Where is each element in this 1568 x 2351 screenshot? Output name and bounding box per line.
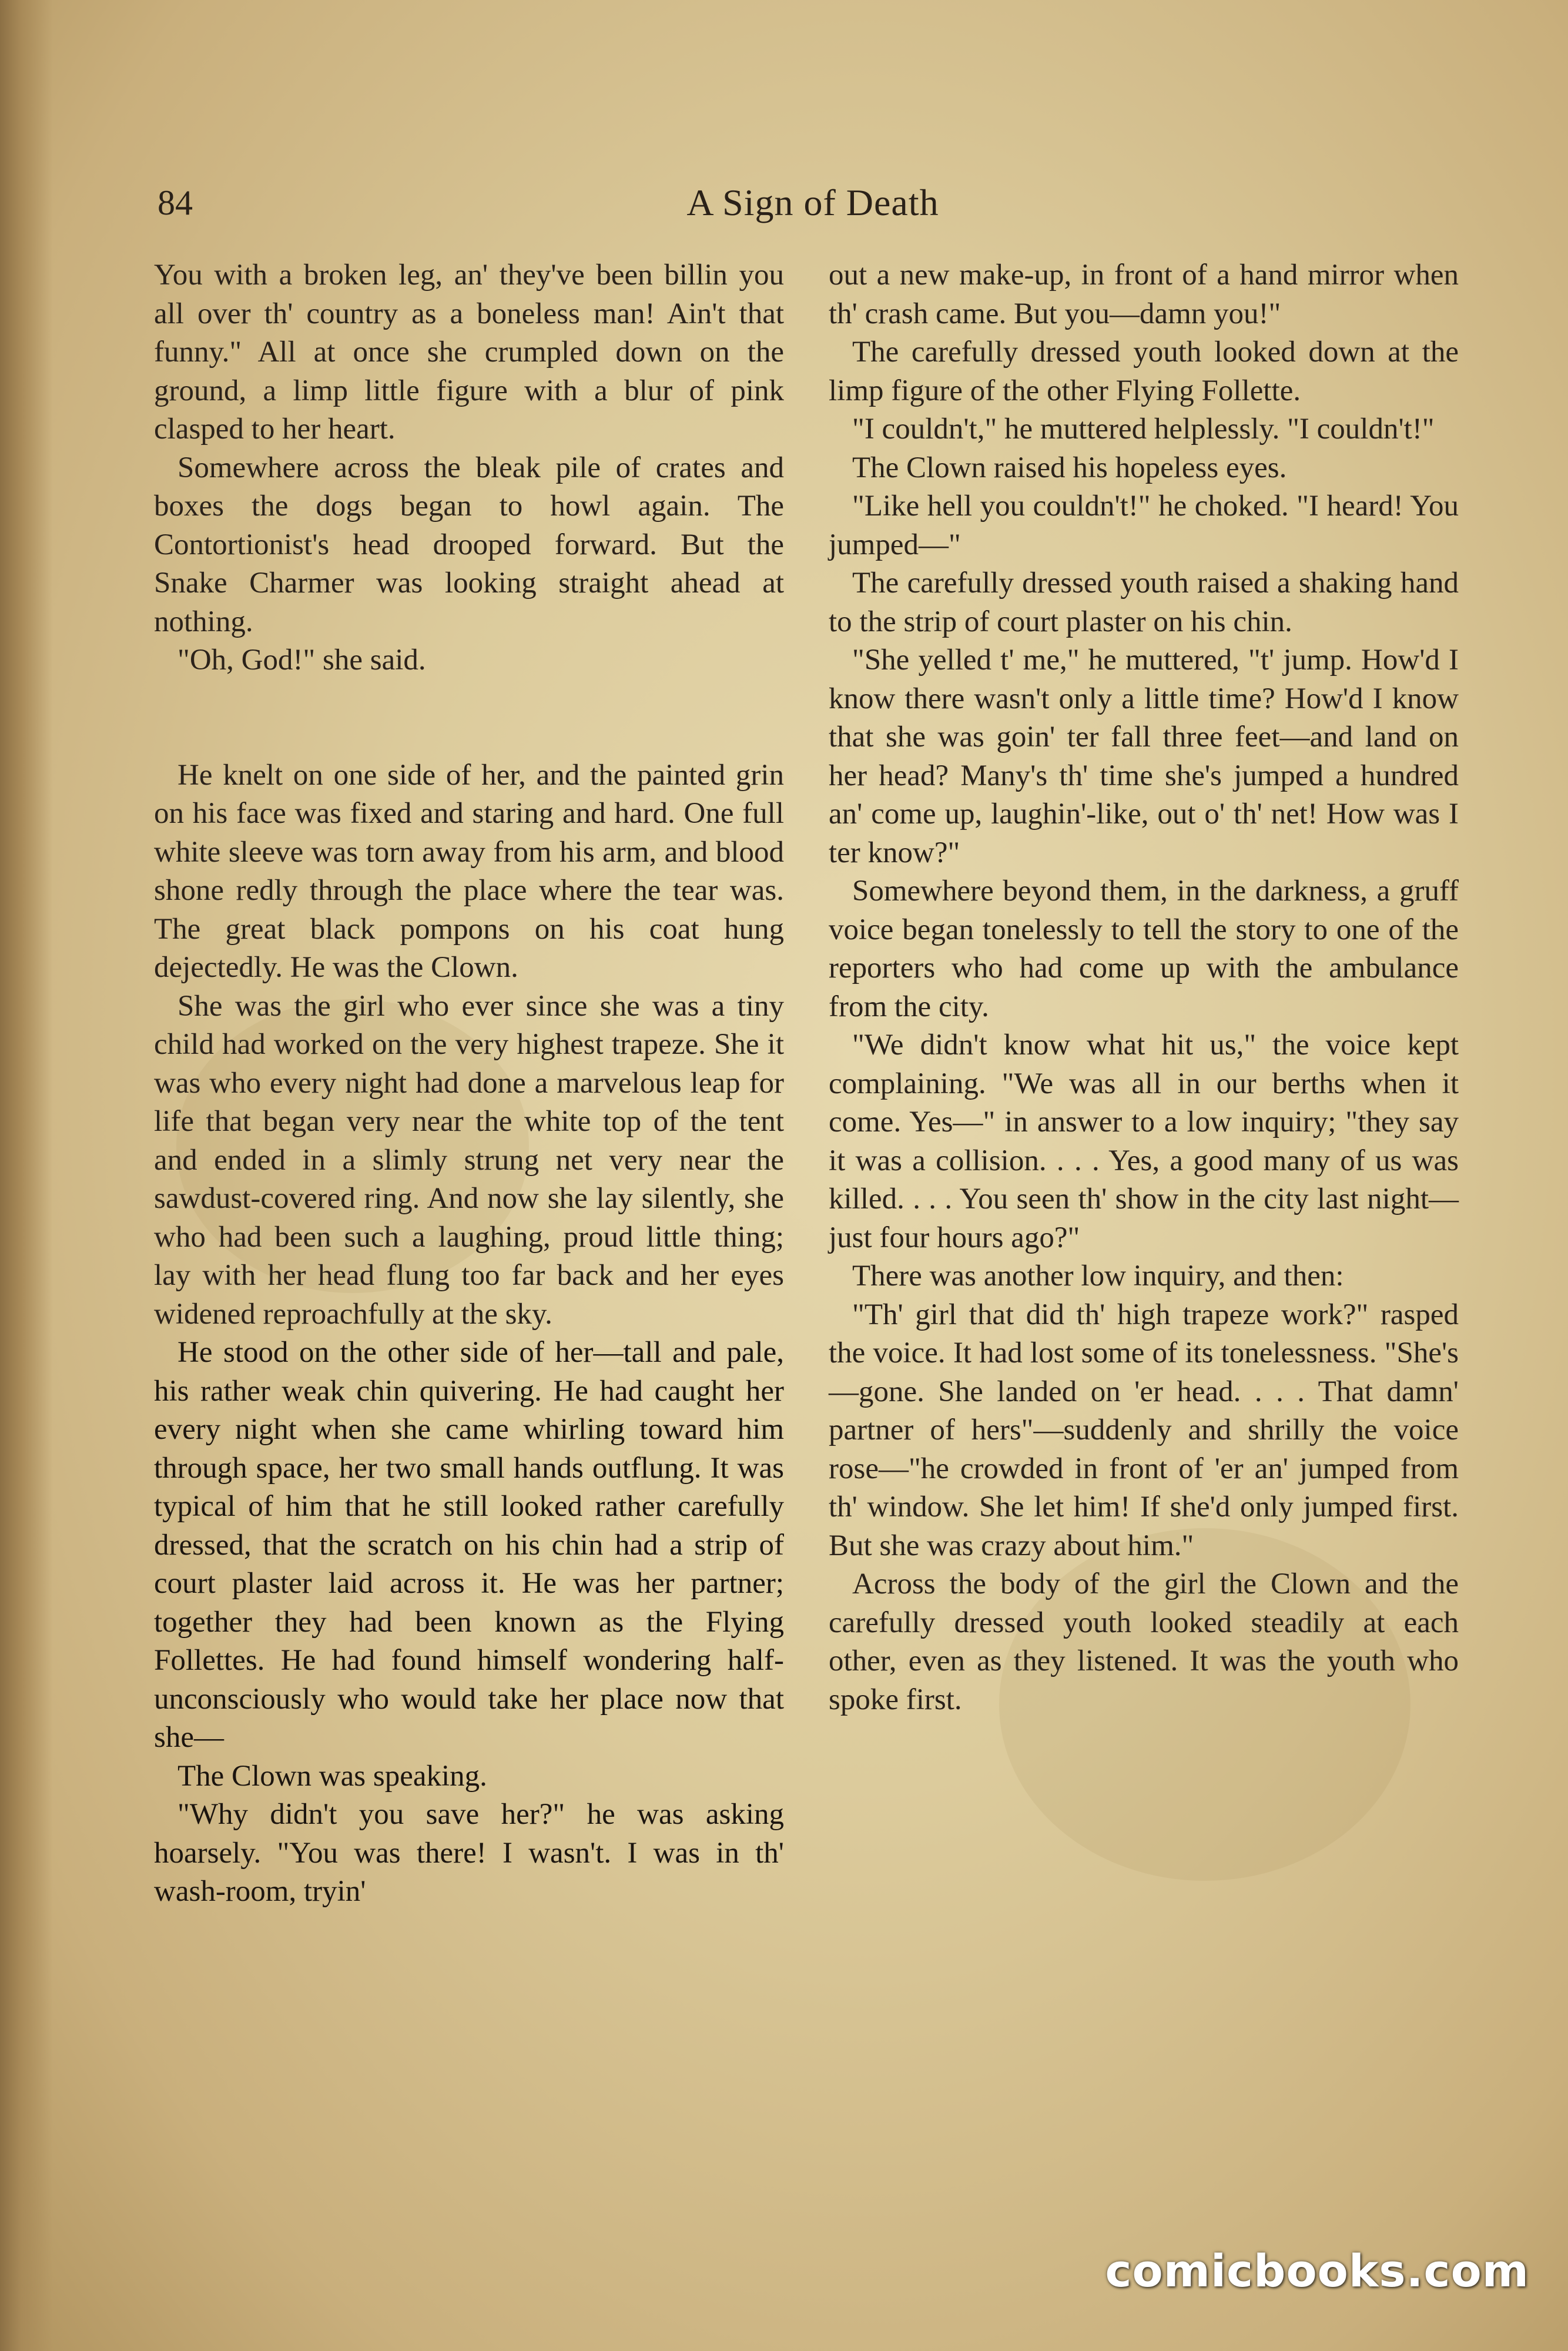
paragraph: The carefully dressed youth looked down at the limp figure of the other Flying Follette. [829,336,1459,407]
page-edge-shadow [0,0,53,2351]
paragraph: He stood on the other side of her—tall and pale, his rather weak chin quivering. He had caught her every night when she came whirling toward him through space, her two small hands outflung. It was typical of him that he still looked rather carefully dressed, that the scratch on his chin had a strip of court plaster laid across it. He was her partner; together they had been known as the Flying Follettes. He had found himself wondering half-unconsciously who would take her place now that she— [154,1336,784,1754]
paragraph: "Why didn't you save her?" he was asking hoarsely. "You was there! I wasn't. I was in th' wash-room, tryin' [154,1798,784,1908]
right-column [829,256,1459,1719]
paragraph: "We didn't know what hit us," the voice kept complaining. "We was all in our berths when it come. Yes—" in answer to a low inquiry; "they say it was a collision. . . . Yes, a good many of us was killed. . . . You seen th' show in the city last night—just four hours ago?" [829,1029,1459,1254]
paragraph: She was the girl who ever since she was a tiny child had worked on the very highest trapeze. She it was who every night had done a marvelous leap for life that began very near the white top of the tent and ended in a slimly strung net very near the sawdust-covered ring. And now she lay silently, she who had been such a laughing, proud little thing; lay with her head flung too far back and her eyes widened reproachfully at the sky. [154,989,784,1331]
paragraph: Somewhere across the bleak pile of crates and boxes the dogs began to howl again. The Contortionist's head drooped forward. But the Snake Charmer was looking straight ahead at nothing. [154,451,784,638]
paragraph: The carefully dressed youth raised a shaking hand to the strip of court plaster on his chin. [829,567,1459,638]
section-break [154,680,784,756]
paragraph: "Th' girl that did th' high trapeze work?" rasped the voice. It had lost some of its tonelessness. "She's—gone. She landed on 'er head. . . . That damn' partner of hers"—suddenly and shrilly the voice rose—"he crowded in front of 'er an' jumped from th' window. She let him! If she'd only jumped first. But she was crazy about him." [829,1298,1459,1562]
paragraph: Across the body of the girl the Clown and the carefully dressed youth looked steadily at each other, even as they listened. It was the youth who spoke first. [829,1568,1459,1716]
paragraph: You with a broken leg, an' they've been billin you all over th' country as a boneless man! Ain't that funny." All at once she crumpled down on the ground, a limp little figure with a blur of pink clasped to her heart. [154,259,784,446]
paragraph: "I couldn't," he muttered helplessly. "I couldn't!" [852,413,1435,446]
paragraph: There was another low inquiry, and then: [852,1260,1344,1292]
paragraph: The Clown raised his hopeless eyes. [852,451,1287,484]
paragraph: "She yelled t' me," he muttered, "t' jump. How'd I know there wasn't only a little time? How'd I know that she was goin' ter fall three feet—and land on her head? Many's th' time she's jumped a hundred an' come up, laughin'-like, out o' th' net! How was I ter know?" [829,644,1459,869]
page-number: 84 [158,183,193,222]
paragraph: "Like hell you couldn't!" he choked. "I heard! You jumped—" [829,490,1459,561]
running-title: A Sign of Death [686,182,939,223]
site-watermark: comicbooks.com [1105,2245,1529,2297]
paragraph: "Oh, God!" she said. [177,644,426,677]
paragraph: The Clown was speaking. [177,1759,487,1793]
paragraph: He knelt on one side of her, and the painted grin on his face was fixed and staring and hard. One full white sleeve was torn away from his arm, and blood shone redly through the place where the tear was. The great black pompons on his coat hung dejectedly. He was the Clown. [154,758,784,984]
left-column [154,256,784,1911]
paragraph: out a new make-up, in front of a hand mirror when th' crash came. But you—damn you!" [829,259,1459,330]
paragraph: Somewhere beyond them, in the darkness, a gruff voice began tonelessly to tell the story to one of the reporters who had come up with the ambulance from the city. [829,875,1459,1023]
page-header [158,176,1468,229]
